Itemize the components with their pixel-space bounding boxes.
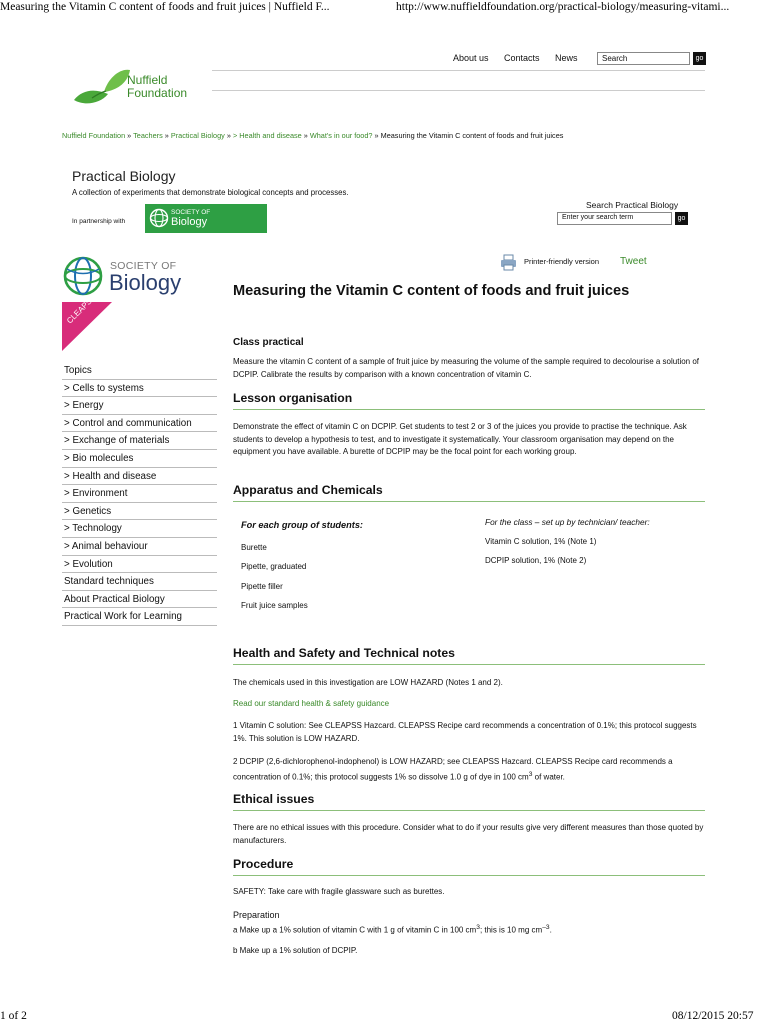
apparatus-heading: Apparatus and Chemicals xyxy=(233,483,383,497)
health-safety-heading: Health and Safety and Technical notes xyxy=(233,646,455,660)
group-item: Fruit juice samples xyxy=(241,601,308,610)
section-title: Practical Biology xyxy=(72,168,176,184)
hs-note-2: 2 DCPIP (2,6-dichlorophenol-indophenol) is LOW HAZARD; see CLEAPSS Hazcard. CLEAPSS Recipe card recommends a concentration of 0.1%; this protocol suggests 1% so dissolve 1.0 g of dye in 100 $cm^3$ of water. xyxy=(233,757,673,782)
hs-note-1: 1 Vitamin C solution: See CLEAPSS Hazcard. CLEAPSS Recipe card recommends a concentration of 0.1%; this protocol suggests 1%. This solution is LOW HAZARD. xyxy=(233,721,697,743)
sidebar-item-control[interactable]: > Control and communication xyxy=(62,415,217,433)
class-practical-label: Class practical xyxy=(233,337,304,348)
lesson-divider xyxy=(233,409,705,410)
class-heading: For the class – set up by technician/ teacher: xyxy=(485,517,650,527)
site-search-input[interactable]: Search xyxy=(597,52,690,65)
ethical-paragraph: There are no ethical issues with this procedure. Consider what to do if your results give very different measures than those quoted by manufacturers. xyxy=(233,823,704,845)
print-footer-page: 1 of 2 xyxy=(0,1010,27,1022)
sidebar-logo-line2: Biology xyxy=(109,270,182,295)
pb-search-label: Search Practical Biology xyxy=(586,200,679,210)
tweet-button[interactable]: Tweet xyxy=(620,256,647,267)
society-of-biology-logo xyxy=(62,255,202,300)
sidebar-item-evolution[interactable]: > Evolution xyxy=(62,556,217,574)
nav-news[interactable]: News xyxy=(555,53,578,63)
procedure-preparation: Preparation xyxy=(233,910,280,920)
site-search-go-button[interactable]: go xyxy=(693,52,706,65)
sidebar-item-cells[interactable]: > Cells to systems xyxy=(62,380,217,398)
group-item: Burette xyxy=(241,543,267,552)
sidebar-item-health[interactable]: > Health and disease xyxy=(62,468,217,486)
sidebar-item-topics[interactable]: Topics xyxy=(62,362,217,380)
group-heading: For each group of students: xyxy=(241,520,363,530)
sidebar-item-environment[interactable]: > Environment xyxy=(62,485,217,503)
lesson-paragraph: Demonstrate the effect of vitamin C on DCPIP. Get students to test 2 or 3 of the juices you provide to practise the technique. Ask students to develop a hypothesis to test, and to investigate it systematically. Your classroom organisation may depend on the equipment you have available. A burette of DCPIP may be the focal point for each working group. xyxy=(233,422,687,456)
globe-icon xyxy=(62,255,104,297)
sidebar-item-practical-work[interactable]: Practical Work for Learning xyxy=(62,608,217,626)
sidebar-nav xyxy=(62,362,217,626)
leaf-icon xyxy=(72,64,132,109)
pb-search-go-button[interactable]: go xyxy=(675,212,688,225)
procedure-step-b: b Make up a 1% solution of DCPIP. xyxy=(233,946,358,955)
sidebar-item-exchange[interactable]: > Exchange of materials xyxy=(62,432,217,450)
banner-line1: SOCIETY OF xyxy=(171,209,211,216)
hs-guidance-link[interactable]: Read our standard health & safety guidance xyxy=(233,699,390,708)
class-item: Vitamin C solution, 1% (Note 1) xyxy=(485,537,597,546)
section-subtitle: A collection of experiments that demonstrate biological concepts and processes. xyxy=(72,188,349,197)
print-footer-datetime: 08/12/2015 20:57 xyxy=(672,1010,754,1022)
nav-contacts[interactable]: Contacts xyxy=(504,53,540,63)
print-header-title: Measuring the Vitamin C content of foods and fruit juices | Nuffield F... xyxy=(0,1,330,13)
procedure-heading: Procedure xyxy=(233,857,294,871)
hs-paragraph-1: The chemicals used in this investigation are LOW HAZARD (Notes 1 and 2). xyxy=(233,678,503,687)
sidebar-item-animal-behaviour[interactable]: > Animal behaviour xyxy=(62,538,217,556)
sidebar-item-energy[interactable]: > Energy xyxy=(62,397,217,415)
procedure-divider xyxy=(233,875,705,876)
header-divider-2 xyxy=(212,90,705,91)
ethical-heading: Ethical issues xyxy=(233,792,315,806)
sidebar-item-about[interactable]: About Practical Biology xyxy=(62,591,217,609)
breadcrumb: Nuffield Foundation » Teachers » Practical Biology » > Health and disease » What's in our food? » Measuring the Vitamin C content of foods and fruit juices xyxy=(62,131,564,140)
group-item: Pipette, graduated xyxy=(241,562,307,571)
class-item: DCPIP solution, 1% (Note 2) xyxy=(485,556,587,565)
sidebar-item-biomolecules[interactable]: > Bio molecules xyxy=(62,450,217,468)
procedure-step-a: a Make up a 1% solution of vitamin C with 1 g of vitamin C in 100 $cm^3$; this is 10 mg $cm^{-3}$. xyxy=(233,924,552,935)
group-item: Pipette filler xyxy=(241,582,283,591)
procedure-safety: SAFETY: Take care with fragile glassware such as burettes. xyxy=(233,887,445,896)
health-safety-divider xyxy=(233,664,705,665)
cleapss-label: CLEAPSS xyxy=(65,292,98,326)
pb-search-input[interactable]: Enter your search term xyxy=(557,212,672,225)
breadcrumb-item-nuffield[interactable]: Nuffield Foundation xyxy=(62,131,126,140)
breadcrumb-item-health-disease[interactable]: > Health and disease xyxy=(232,131,302,140)
ethical-divider xyxy=(233,810,705,811)
print-header-url: http://www.nuffieldfoundation.org/practical-biology/measuring-vitami... xyxy=(396,1,730,13)
intro-paragraph: Measure the vitamin C content of a sample of fruit juice by measuring the volume of the sample required to decolourise a solution of DCPIP. Calibrate the results by comparison with a known concentration of vitamin C. xyxy=(233,357,700,379)
cleapss-logo[interactable] xyxy=(62,292,112,351)
globe-icon xyxy=(149,208,169,228)
sidebar-item-genetics[interactable]: > Genetics xyxy=(62,503,217,521)
header-divider-1 xyxy=(212,70,705,71)
nuffield-logo[interactable] xyxy=(72,64,197,109)
partnership-label: In partnership with xyxy=(72,218,126,225)
breadcrumb-item-practical-biology[interactable]: Practical Biology xyxy=(170,131,225,140)
sidebar-item-technology[interactable]: > Technology xyxy=(62,520,217,538)
sidebar-item-standard-techniques[interactable]: Standard techniques xyxy=(62,573,217,591)
printer-icon[interactable] xyxy=(500,254,517,271)
printer-friendly-link[interactable]: Printer-friendly version xyxy=(524,257,600,266)
sidebar-logo-line1: SOCIETY OF xyxy=(110,260,177,272)
logo-line2: Foundation xyxy=(127,86,188,100)
lesson-heading: Lesson organisation xyxy=(233,391,353,405)
breadcrumb-item-whats-in-food[interactable]: What's in our food? xyxy=(309,131,373,140)
banner-line2: Biology xyxy=(171,216,208,228)
apparatus-divider xyxy=(233,501,705,502)
logo-line1: Nuffield xyxy=(127,73,168,87)
breadcrumb-current: Measuring the Vitamin C content of foods and fruit juices xyxy=(380,131,564,140)
breadcrumb-item-teachers[interactable]: Teachers xyxy=(133,131,163,140)
nav-about[interactable]: About us xyxy=(453,53,489,63)
society-of-biology-banner[interactable] xyxy=(145,204,267,233)
article-title: Measuring the Vitamin C content of foods and fruit juices xyxy=(233,283,630,299)
